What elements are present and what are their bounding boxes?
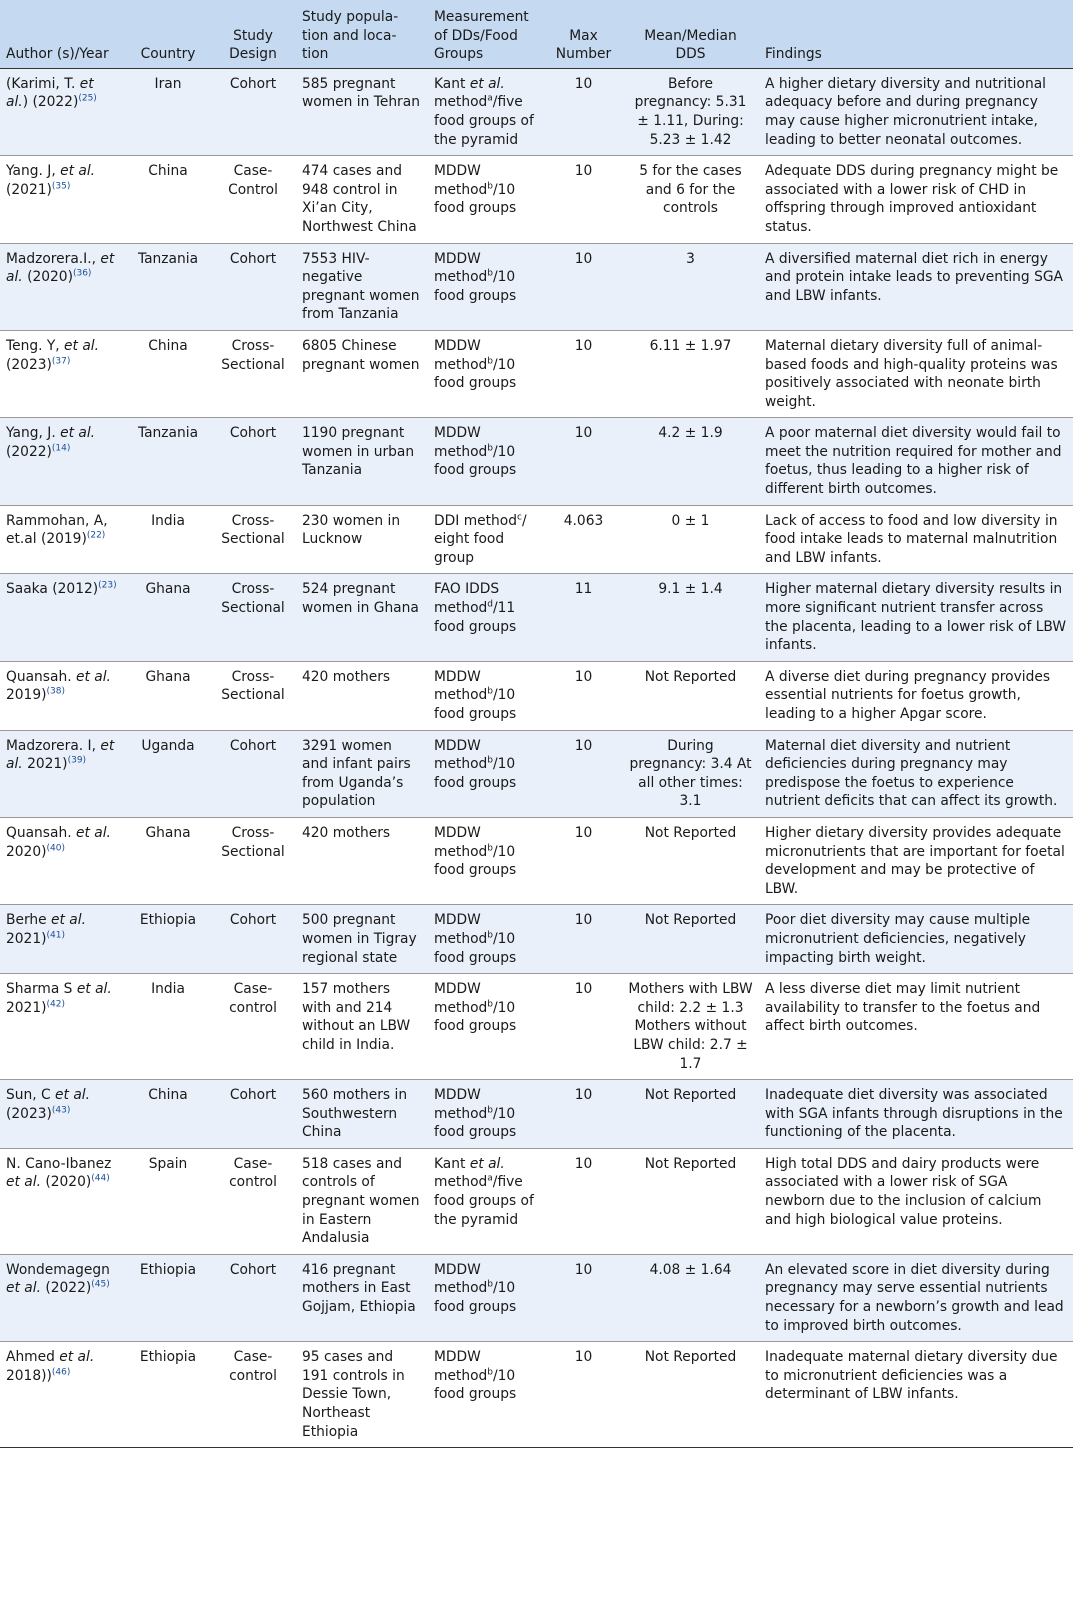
country-cell: China	[126, 1080, 210, 1149]
population-cell: 420 mothers	[296, 817, 428, 904]
measurement-footnote: b	[487, 1105, 493, 1116]
header-country: Country	[126, 0, 210, 68]
measurement-cell	[428, 330, 545, 417]
author-year: 2021)	[22, 756, 68, 773]
design-cell: Cross-Sectional	[210, 330, 296, 417]
measurement-cell	[428, 156, 545, 243]
reference-link[interactable]: (45)	[91, 1279, 110, 1290]
table-row	[0, 243, 1073, 330]
author-text: Madzorera. I,	[6, 737, 101, 754]
header-design: Study Design	[210, 0, 296, 68]
measurement-footnote: a	[487, 1173, 493, 1184]
population-cell: 157 mothers with and 214 without an LBW child in India.	[296, 974, 428, 1080]
measurement-footnote: d	[487, 599, 493, 610]
measurement-cell	[428, 1080, 545, 1149]
population-cell: 500 pregnant women in Tigray regional state	[296, 905, 428, 974]
author-cell	[0, 156, 126, 243]
max-number-cell: 10	[545, 905, 622, 974]
max-number-cell: 10	[545, 1080, 622, 1149]
author-etal: et al.	[6, 1280, 41, 1297]
reference-link[interactable]: (22)	[86, 530, 106, 541]
reference-link[interactable]: (44)	[91, 1173, 110, 1184]
reference-link[interactable]: (23)	[98, 580, 117, 591]
measurement-footnote: c	[516, 512, 522, 523]
author-etal: et al.	[60, 163, 96, 180]
author-text: Yang, J.	[6, 425, 61, 442]
findings-cell: Poor diet diversity may cause multiple micronutrient deficiencies, negatively impacting birth weight.	[759, 905, 1073, 974]
table-body	[0, 68, 1073, 1447]
measurement-text: MDDW method	[434, 1261, 488, 1297]
table-row	[0, 730, 1073, 817]
author-year: (2023)	[6, 356, 52, 373]
author-cell	[0, 905, 126, 974]
measurement-footnote: a	[487, 93, 493, 104]
findings-cell: Lack of access to food and low diversity in food intake leads to maternal malnutrition and LBW infants.	[759, 505, 1073, 574]
measurement-footnote: b	[487, 181, 493, 192]
header-max-number: Max Number	[545, 0, 622, 68]
max-number-cell: 10	[545, 974, 622, 1080]
measurement-footnote: b	[487, 842, 493, 853]
author-text: Rammohan, A, et.al (2019)	[6, 512, 108, 548]
reference-link[interactable]: (43)	[51, 1105, 71, 1116]
measurement-cell	[428, 68, 545, 155]
mean-dds-cell: During pregnancy: 3.4 At all other times: 3.1	[622, 730, 759, 817]
country-cell: Tanzania	[126, 243, 210, 330]
measurement-groups: /10 food groups	[434, 269, 517, 304]
country-cell: Ghana	[126, 817, 210, 904]
design-cell: Cohort	[210, 905, 296, 974]
measurement-groups: /10 food groups	[434, 930, 517, 966]
measurement-footnote: b	[487, 355, 493, 366]
reference-link[interactable]: (38)	[46, 686, 65, 697]
measurement-footnote: b	[487, 1279, 493, 1290]
author-text: Yang. J,	[6, 163, 61, 180]
author-year: 2021)	[6, 930, 47, 947]
design-cell: Cross-Sectional	[210, 505, 296, 574]
author-year: (2022)	[6, 443, 52, 460]
measurement-groups: /11 food groups	[434, 600, 517, 635]
table-row	[0, 1254, 1073, 1341]
findings-cell: Adequate DDS during pregnancy might be associated with a lower risk of CHD in offspring through improved antioxidant status.	[759, 156, 1073, 243]
measurement-cell	[428, 817, 545, 904]
reference-link[interactable]: (39)	[67, 755, 87, 766]
table-row	[0, 905, 1073, 974]
mean-dds-cell: 9.1 ± 1.4	[622, 574, 759, 661]
table-row	[0, 330, 1073, 417]
author-cell	[0, 730, 126, 817]
measurement-text: Kant	[434, 75, 470, 92]
findings-cell: A diverse diet during pregnancy provides essential nutrients for foetus growth, leading to a higher Apgar score.	[759, 661, 1073, 730]
author-etal: et al.	[75, 668, 111, 685]
measurement-groups: /10 food groups	[434, 443, 517, 479]
max-number-cell: 11	[545, 574, 622, 661]
measurement-text: MDDW method	[434, 163, 488, 198]
measurement-cell	[428, 505, 545, 574]
measurement-groups: /five food groups of the pyramid	[434, 94, 534, 148]
measurement-method: method	[434, 94, 488, 111]
country-cell: Ethiopia	[126, 1254, 210, 1341]
mean-dds-cell: Not Reported	[622, 1342, 759, 1448]
table-row	[0, 574, 1073, 661]
population-cell: 7553 HIV-negative pregnant women from Tanzania	[296, 243, 428, 330]
table-row	[0, 1342, 1073, 1448]
measurement-groups: /five food groups of the pyramid	[434, 1174, 534, 1228]
table-row	[0, 156, 1073, 243]
max-number-cell: 10	[545, 817, 622, 904]
author-year: 2021)	[6, 999, 47, 1016]
population-cell: 230 women in Lucknow	[296, 505, 428, 574]
reference-link[interactable]: (35)	[51, 181, 71, 192]
author-text: Saaka (2012)	[6, 581, 99, 598]
author-etal: et al.	[55, 1087, 91, 1104]
design-cell: Cohort	[210, 418, 296, 505]
measurement-groups: /10 food groups	[434, 687, 517, 722]
header-mean-dds: Mean/Median DDS	[622, 0, 759, 68]
author-etal: et al.	[64, 337, 100, 354]
author-text: Madzorera.I.,	[6, 250, 101, 267]
max-number-cell: 10	[545, 156, 622, 243]
measurement-footnote: b	[487, 268, 493, 279]
population-cell: 518 cases and controls of pregnant women in Eastern Andalusia	[296, 1148, 428, 1254]
max-number-cell: 10	[545, 68, 622, 155]
measurement-cell	[428, 418, 545, 505]
mean-dds-cell: 4.08 ± 1.64	[622, 1254, 759, 1341]
author-cell	[0, 68, 126, 155]
measurement-groups: /10 food groups	[434, 1280, 517, 1316]
max-number-cell: 10	[545, 1148, 622, 1254]
design-cell: Cohort	[210, 730, 296, 817]
author-year: (2020)	[22, 269, 73, 286]
population-cell: 524 pregnant women in Ghana	[296, 574, 428, 661]
findings-cell: An elevated score in diet diversity during pregnancy may serve essential nutrients necessary for a newborn’s growth and lead to improved birth outcomes.	[759, 1254, 1073, 1341]
author-text: Sharma S	[6, 981, 77, 998]
measurement-footnote: b	[487, 755, 493, 766]
findings-cell: Inadequate maternal dietary diversity due to micronutrient deficiencies was a determinant of LBW infants.	[759, 1342, 1073, 1448]
max-number-cell: 10	[545, 418, 622, 505]
author-year: 2019)	[6, 687, 47, 704]
findings-cell: High total DDS and dairy products were associated with a lower risk of SGA newborn due to the inclusion of calcium and high biological value proteins.	[759, 1148, 1073, 1254]
country-cell: India	[126, 505, 210, 574]
mean-dds-cell: 5 for the cases and 6 for the controls	[622, 156, 759, 243]
design-cell: Cohort	[210, 1254, 296, 1341]
mean-dds-cell: 6.11 ± 1.97	[622, 330, 759, 417]
findings-cell: A less diverse diet may limit nutrient availability to transfer to the foetus and affect birth outcomes.	[759, 974, 1073, 1080]
author-etal: et al.	[76, 981, 112, 998]
table-row	[0, 1148, 1073, 1254]
table-row	[0, 661, 1073, 730]
author-text: N. Cano-Ibanez	[6, 1155, 112, 1172]
findings-cell: A higher dietary diversity and nutritional adequacy before and during pregnancy may cause higher micronutrient intake, leading to better neonatal outcomes.	[759, 68, 1073, 155]
author-etal: et al.	[75, 824, 111, 841]
reference-link[interactable]: (14)	[51, 443, 71, 454]
max-number-cell: 10	[545, 243, 622, 330]
measurement-text: MDDW method	[434, 250, 488, 286]
reference-link[interactable]: (36)	[72, 268, 92, 279]
measurement-method: method	[434, 1174, 488, 1191]
design-cell: Cross-Sectional	[210, 817, 296, 904]
measurement-etal: et al.	[469, 1155, 505, 1172]
table-row	[0, 974, 1073, 1080]
reference-link[interactable]: (42)	[46, 999, 65, 1010]
max-number-cell: 4.063	[545, 505, 622, 574]
author-cell	[0, 1148, 126, 1254]
measurement-text: MDDW method	[434, 337, 488, 373]
measurement-groups: /10 food groups	[434, 356, 517, 392]
header-population: Study popula-tion and loca-tion	[296, 0, 428, 68]
reference-link[interactable]: (25)	[78, 93, 97, 104]
max-number-cell: 10	[545, 330, 622, 417]
mean-dds-cell: Mothers with LBW child: 2.2 ± 1.3 Mothers without LBW child: 2.7 ± 1.7	[622, 974, 759, 1080]
author-text: Quansah.	[6, 824, 76, 841]
measurement-groups: / eight food group	[434, 512, 527, 566]
author-year: (2023)	[6, 1105, 52, 1122]
findings-cell: A diversified maternal diet rich in energy and protein intake leads to preventing SGA and LBW infants.	[759, 243, 1073, 330]
findings-cell: Inadequate diet diversity was associated with SGA infants through disruptions in the functioning of the placenta.	[759, 1080, 1073, 1149]
population-cell: 95 cases and 191 controls in Dessie Town, Northeast Ethiopia	[296, 1342, 428, 1448]
country-cell: Ghana	[126, 574, 210, 661]
findings-cell: Maternal dietary diversity full of animal-based foods and high-quality proteins was positively associated with neonate birth weight.	[759, 330, 1073, 417]
author-text: (Karimi, T.	[6, 75, 80, 92]
measurement-cell	[428, 243, 545, 330]
design-cell: Case-control	[210, 1342, 296, 1448]
author-etal: et al.	[60, 425, 96, 442]
country-cell: Uganda	[126, 730, 210, 817]
measurement-groups: /10 food groups	[434, 1105, 517, 1141]
population-cell: 420 mothers	[296, 661, 428, 730]
measurement-cell	[428, 1148, 545, 1254]
design-cell: Case-Control	[210, 156, 296, 243]
author-year: ) (2022)	[22, 94, 79, 111]
author-year: 2018))	[6, 1367, 52, 1384]
max-number-cell: 10	[545, 1254, 622, 1341]
header-measurement: Measurement of DDs/Food Groups	[428, 0, 545, 68]
measurement-footnote: b	[487, 686, 493, 697]
mean-dds-cell: Before pregnancy: 5.31 ± 1.11, During: 5.23 ± 1.42	[622, 68, 759, 155]
country-cell: India	[126, 974, 210, 1080]
country-cell: Tanzania	[126, 418, 210, 505]
author-year: (2021)	[6, 181, 52, 198]
population-cell: 560 mothers in Southwestern China	[296, 1080, 428, 1149]
measurement-text: MDDW method	[434, 1349, 488, 1384]
table-row	[0, 817, 1073, 904]
table-row	[0, 505, 1073, 574]
design-cell: Case-control	[210, 1148, 296, 1254]
findings-cell: A poor maternal diet diversity would fail to meet the nutrition required for mother and foetus, thus leading to a higher risk of different birth outcomes.	[759, 418, 1073, 505]
author-cell	[0, 974, 126, 1080]
measurement-text: MDDW method	[434, 981, 488, 1016]
header-row	[0, 0, 1073, 68]
country-cell: China	[126, 156, 210, 243]
author-text: Sun, C	[6, 1087, 56, 1104]
design-cell: Cohort	[210, 243, 296, 330]
table-header	[0, 0, 1073, 68]
measurement-etal: et al.	[469, 75, 505, 92]
country-cell: Spain	[126, 1148, 210, 1254]
measurement-groups: /10 food groups	[434, 181, 517, 217]
measurement-text: MDDW method	[434, 425, 488, 460]
header-findings: Findings	[759, 0, 1073, 68]
country-cell: Ghana	[126, 661, 210, 730]
country-cell: Iran	[126, 68, 210, 155]
reference-link[interactable]: (40)	[46, 842, 65, 853]
measurement-footnote: b	[487, 930, 493, 941]
table-row	[0, 68, 1073, 155]
country-cell: China	[126, 330, 210, 417]
measurement-cell	[428, 974, 545, 1080]
measurement-cell	[428, 905, 545, 974]
findings-cell: Higher maternal dietary diversity results in more significant nutrient transfer across the placenta, leading to a lower risk of LBW infants.	[759, 574, 1073, 661]
country-cell: Ethiopia	[126, 905, 210, 974]
measurement-text: FAO IDDS method	[434, 581, 500, 617]
author-text: Ahmed	[6, 1349, 60, 1366]
design-cell: Cross-Sectional	[210, 574, 296, 661]
design-cell: Case-control	[210, 974, 296, 1080]
measurement-cell	[428, 1342, 545, 1448]
reference-link[interactable]: (46)	[51, 1367, 71, 1378]
max-number-cell: 10	[545, 730, 622, 817]
mean-dds-cell: Not Reported	[622, 1080, 759, 1149]
author-etal: et al.	[59, 1349, 95, 1366]
mean-dds-cell: 4.2 ± 1.9	[622, 418, 759, 505]
author-cell	[0, 243, 126, 330]
mean-dds-cell: Not Reported	[622, 817, 759, 904]
measurement-text: MDDW method	[434, 1087, 488, 1122]
author-cell	[0, 505, 126, 574]
measurement-cell	[428, 661, 545, 730]
country-cell: Ethiopia	[126, 1342, 210, 1448]
table-row	[0, 1080, 1073, 1149]
max-number-cell: 10	[545, 661, 622, 730]
measurement-footnote: b	[487, 443, 493, 454]
measurement-groups: /10 food groups	[434, 999, 517, 1035]
author-text: Berhe	[6, 912, 52, 929]
author-cell	[0, 574, 126, 661]
max-number-cell: 10	[545, 1342, 622, 1448]
population-cell: 416 pregnant mothers in East Gojjam, Ethiopia	[296, 1254, 428, 1341]
author-cell	[0, 418, 126, 505]
author-cell	[0, 1342, 126, 1448]
population-cell: 474 cases and 948 control in Xi’an City, Northwest China	[296, 156, 428, 243]
author-text: Wondemagegn	[6, 1261, 110, 1278]
design-cell: Cohort	[210, 68, 296, 155]
measurement-text: MDDW method	[434, 668, 488, 704]
author-etal: et al.	[6, 1174, 41, 1191]
population-cell: 585 pregnant women in Tehran	[296, 68, 428, 155]
author-etal: et al.	[51, 912, 86, 929]
author-etal: et al.	[6, 737, 115, 773]
table-row	[0, 418, 1073, 505]
author-cell	[0, 817, 126, 904]
author-etal: et al.	[6, 250, 115, 286]
measurement-groups: /10 food groups	[434, 843, 517, 879]
measurement-text: MDDW method	[434, 912, 488, 947]
author-text: Quansah.	[6, 668, 76, 685]
header-author: Author (s)/Year	[0, 0, 126, 68]
author-year: 2020)	[6, 843, 47, 860]
author-year: (2020)	[40, 1174, 92, 1191]
author-text: Teng. Y,	[6, 337, 65, 354]
design-cell: Cohort	[210, 1080, 296, 1149]
measurement-footnote: b	[487, 1367, 493, 1378]
mean-dds-cell: 0 ± 1	[622, 505, 759, 574]
population-cell: 6805 Chinese pregnant women	[296, 330, 428, 417]
measurement-groups: /10 food groups	[434, 1367, 517, 1403]
measurement-cell	[428, 730, 545, 817]
findings-cell: Higher dietary diversity provides adequate micronutrients that are important for foetal development and may be protective of LBW.	[759, 817, 1073, 904]
measurement-text: MDDW method	[434, 824, 488, 860]
author-etal: et al.	[6, 75, 94, 111]
reference-link[interactable]: (41)	[46, 930, 65, 941]
reference-link[interactable]: (37)	[51, 355, 71, 366]
measurement-footnote: b	[487, 999, 493, 1010]
findings-cell: Maternal diet diversity and nutrient deficiencies during pregnancy may predispose the foetus to experience nutrient deficits that can affect its growth.	[759, 730, 1073, 817]
population-cell: 3291 women and infant pairs from Uganda’s population	[296, 730, 428, 817]
author-cell	[0, 330, 126, 417]
author-cell	[0, 661, 126, 730]
mean-dds-cell: Not Reported	[622, 661, 759, 730]
population-cell: 1190 pregnant women in urban Tanzania	[296, 418, 428, 505]
measurement-cell	[428, 574, 545, 661]
mean-dds-cell: Not Reported	[622, 1148, 759, 1254]
design-cell: Cross-Sectional	[210, 661, 296, 730]
measurement-groups: /10 food groups	[434, 756, 517, 791]
measurement-text: MDDW method	[434, 737, 488, 773]
measurement-text: Kant	[434, 1155, 470, 1172]
measurement-cell	[428, 1254, 545, 1341]
mean-dds-cell: 3	[622, 243, 759, 330]
author-cell	[0, 1080, 126, 1149]
measurement-text: DDI method	[434, 512, 517, 529]
author-year: (2022)	[40, 1280, 92, 1297]
author-cell	[0, 1254, 126, 1341]
mean-dds-cell: Not Reported	[622, 905, 759, 974]
